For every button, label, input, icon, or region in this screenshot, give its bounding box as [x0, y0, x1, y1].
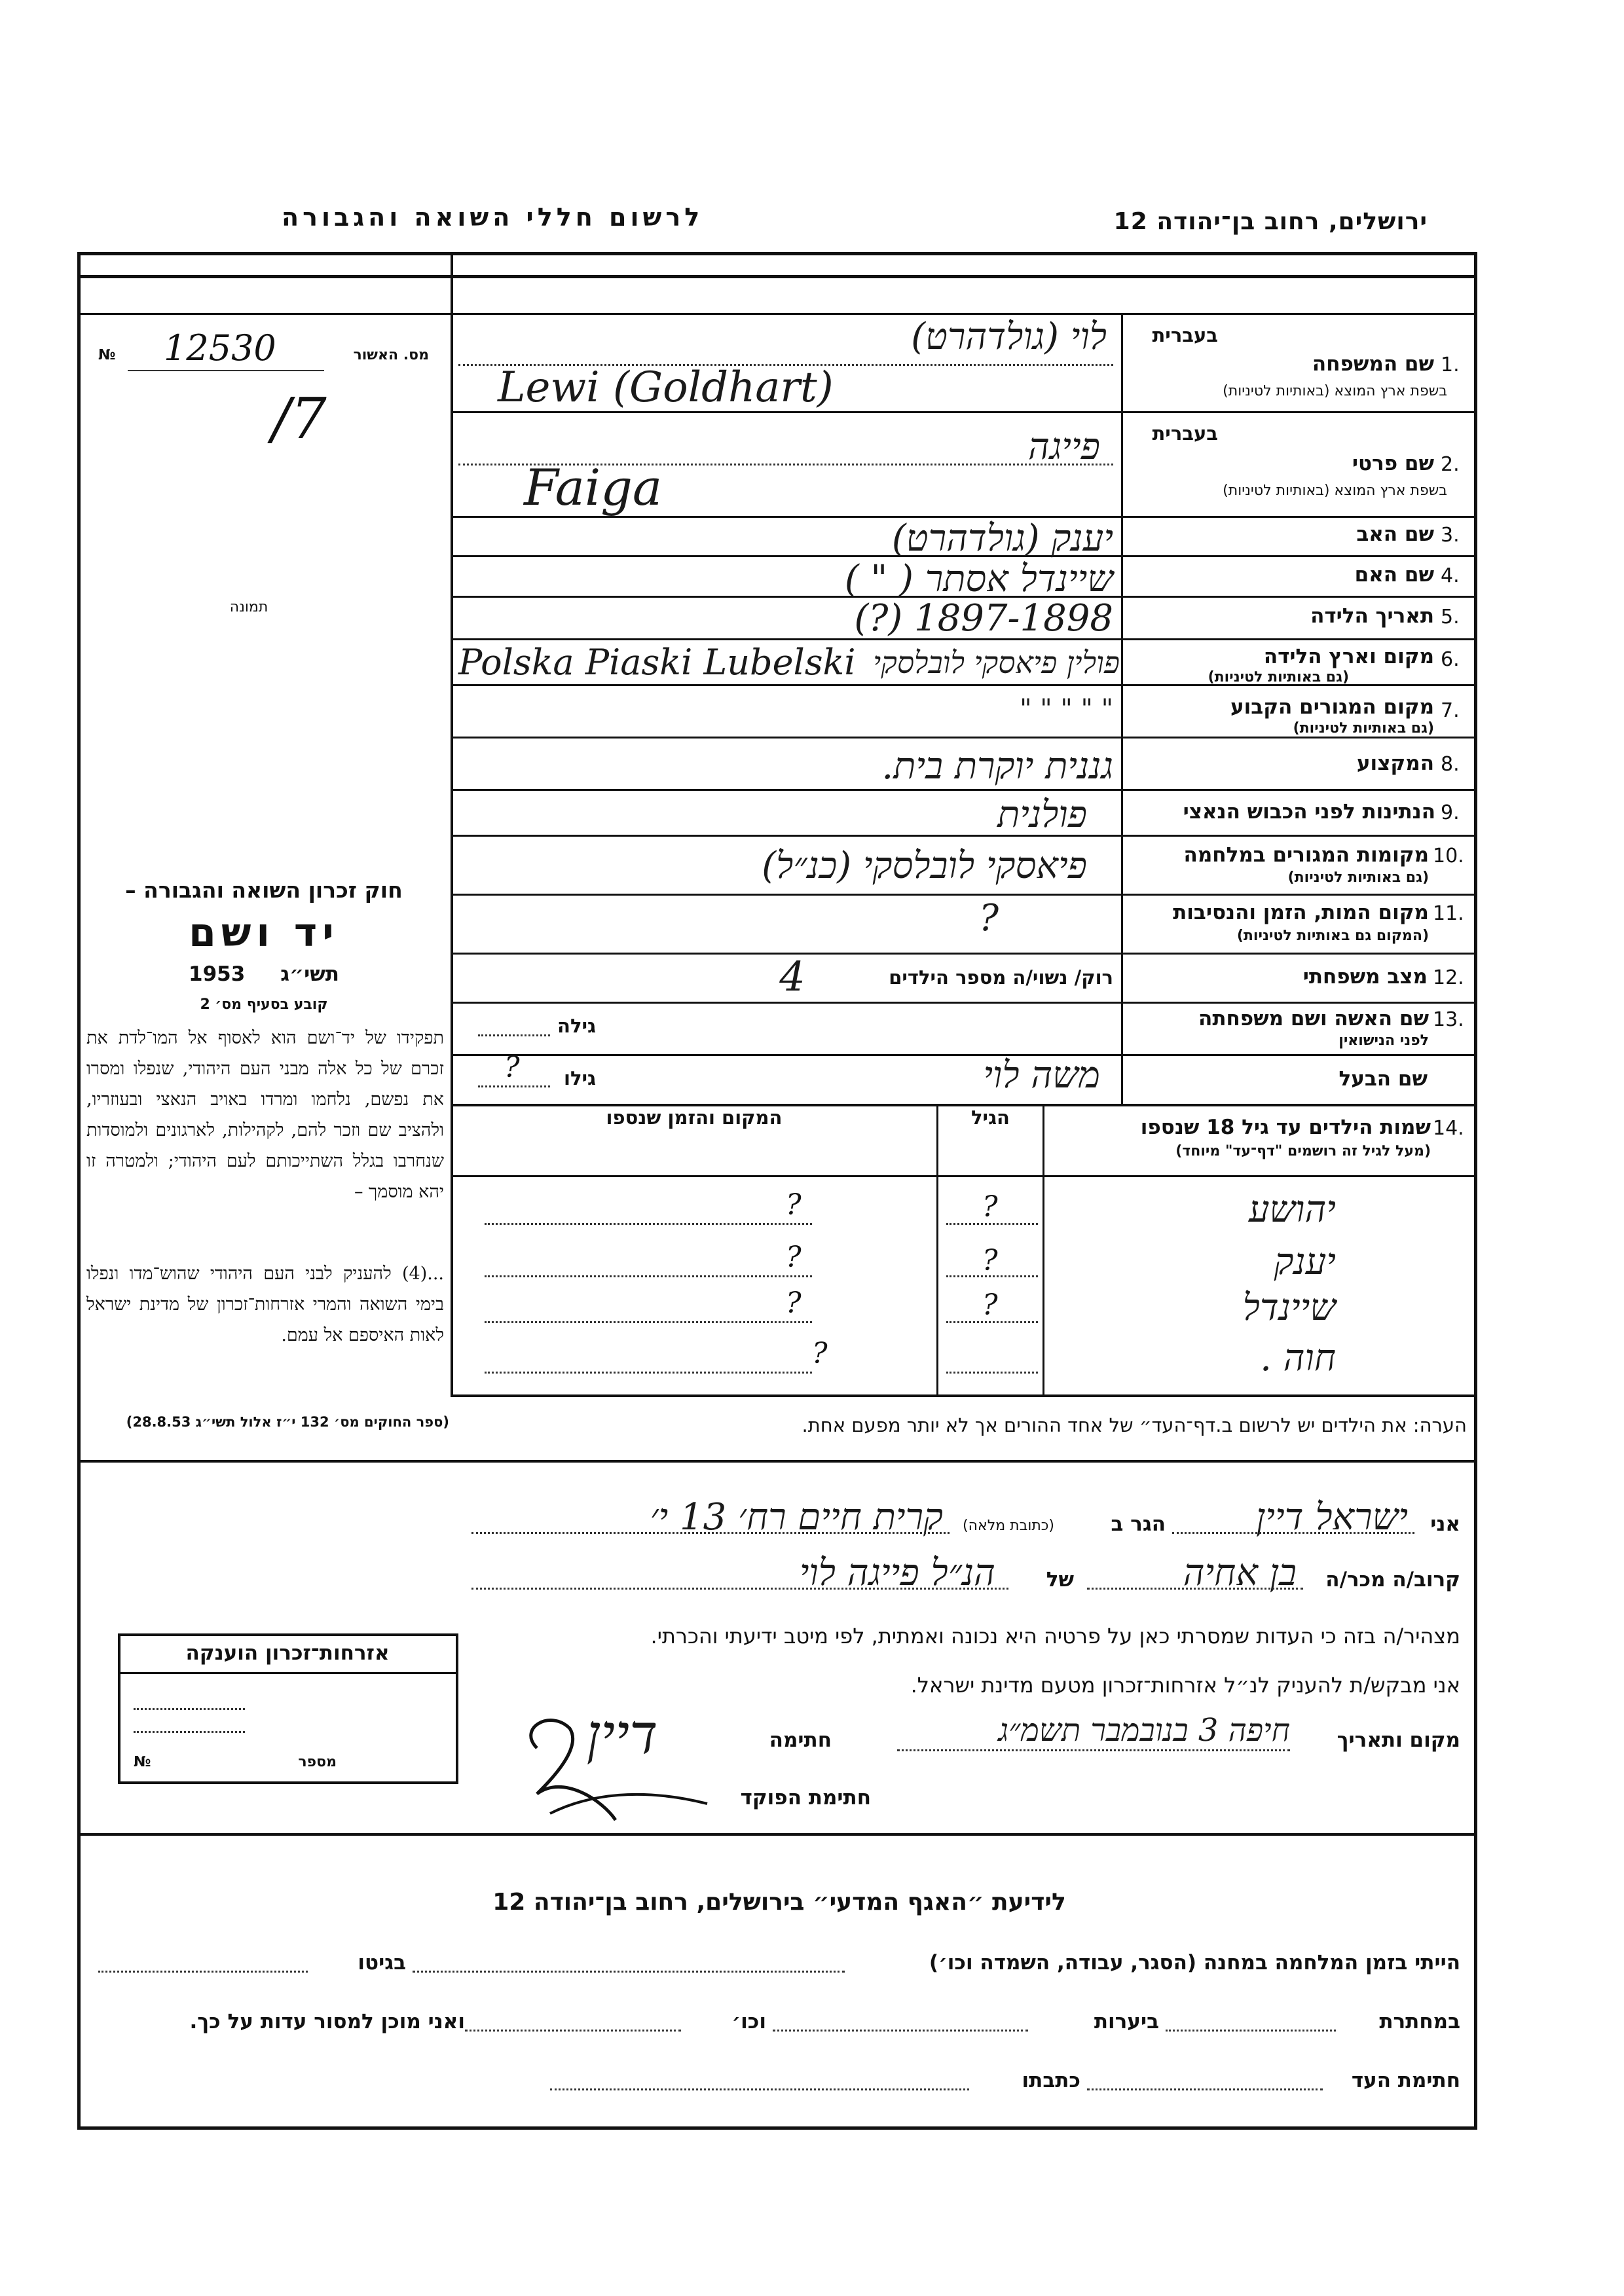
- husband-age-value: ?: [504, 1051, 520, 1084]
- field-1-label: שם המשפחה: [1312, 352, 1434, 376]
- field-12-label: מצב משפחתי: [1302, 965, 1428, 989]
- footer-line1-a: הייתי בזמן המלחמה במחנה (הסגר, עבודה, השמדה וכו׳): [929, 1951, 1460, 1975]
- field-6-sub: (גם באותיות לטיניות): [1208, 669, 1349, 685]
- citizenship-number-label: מספר: [298, 1754, 337, 1770]
- approval-no-sign: №: [98, 347, 116, 363]
- field-13-num: 13.: [1433, 1008, 1464, 1031]
- children-col-place: המקום והזמן שנספו: [606, 1106, 783, 1129]
- field-10-label: מקומות המגורים במלחמה: [1183, 843, 1429, 867]
- field-9-num: 9.: [1441, 801, 1460, 824]
- children-num: 14.: [1433, 1117, 1464, 1140]
- citizenship-box: [118, 1633, 458, 1784]
- field-4-label: שם האם: [1354, 563, 1434, 587]
- field-10-num: 10.: [1433, 845, 1464, 867]
- footer-line3-a: חתימת העד: [1351, 2069, 1460, 2092]
- declaration-i-label: אני: [1430, 1512, 1460, 1536]
- field-12-num: 12.: [1433, 966, 1464, 989]
- law-citation: (ספר החוקים מס׳ 132 י״ז אלול תשי״ג 28.8.53): [126, 1414, 449, 1430]
- field-6-value-latin: Polska Piaski Lubelski: [458, 642, 856, 683]
- field-7-sub: (גם באותיות לטיניות): [1293, 720, 1434, 737]
- field-9-label: הנתינות לפני הכבוש הנאצי: [1183, 800, 1435, 824]
- child-4-place: ?: [812, 1337, 828, 1370]
- field-2-lang: בעברית: [1152, 422, 1218, 445]
- field-1-value-latin: Lewi (Goldhart): [498, 363, 834, 412]
- field-12-children-count: 4: [779, 953, 805, 1000]
- footer-line1-b: בגיטו: [358, 1951, 406, 1975]
- law-section: קובע בסעיף מס׳ 2: [200, 996, 328, 1013]
- approval-number: 12530: [164, 327, 276, 369]
- field-10-value: פיאסקי לובלסקי (כנ״ל): [762, 845, 1087, 887]
- field-2-value-latin: Faiga: [524, 458, 663, 517]
- child-2-age: ?: [982, 1244, 998, 1277]
- citizenship-no-sign: №: [134, 1754, 151, 1770]
- field-4-num: 4.: [1441, 564, 1460, 587]
- declaration-relation: בן אחיה: [1183, 1552, 1297, 1594]
- law-year-heb: תשי״ג: [280, 962, 339, 986]
- field-3-num: 3.: [1441, 524, 1460, 547]
- field-5-value: (?) 1897-1898: [854, 597, 1113, 640]
- children-label: שמות הילדים עד גיל 18 שנספו: [1140, 1116, 1431, 1139]
- field-1-sub: בשפת ארץ המוצא (באותיות לטיניות): [1223, 383, 1447, 399]
- citizenship-title: אזרחות־זכרון הוענקה: [185, 1641, 390, 1665]
- field-11-label: מקום המות, הזמן והנסיבות: [1173, 901, 1429, 924]
- field-7-num: 7.: [1441, 699, 1460, 722]
- officer-signature-label: חתימת הפוקד: [740, 1786, 871, 1810]
- field-3-label: שם האב: [1356, 522, 1434, 546]
- declaration-relative-label: קרוב/ה מכר/ה: [1325, 1568, 1460, 1592]
- declaration-signature-label: חתימה: [769, 1728, 832, 1752]
- declaration-of-value: הנ״ל פייגה לוי: [799, 1552, 995, 1594]
- field-2-num: 2.: [1441, 453, 1460, 476]
- declaration-place-date-label: מקום ותאריך: [1337, 1728, 1460, 1752]
- field-5-label: תאריך הלידה: [1310, 604, 1434, 628]
- declaration-place-date: חיפה 3 בנובמבר תשמ״ג: [998, 1712, 1290, 1749]
- child-4-name: חוה .: [1260, 1337, 1336, 1379]
- declaration-statement-1: מצהיר/ה בזה כי העדות שמסרתי כאן על פרטיה היא נכונה ואמתית, לפי מיטב ידיעתי והכרתי.: [650, 1624, 1460, 1649]
- law-paragraph-1: תפקידו של יד־ושם הוא לאסוף אל המו־לדת את זכרם של כל אלה מבני העם היהודי, שנפלו ומסרו את נפשם, נלחמו ומרדו באויב הנאצי ובעוזריו, ולהציב שם וזכר להם, לקהילות, לארגונים ולמוסדות שנחרבו בגלל השתייכותם לעם היהודי; ולמטרה זו יהא מוסמך –: [86, 1028, 444, 1202]
- field-10-sub: (גם באותיות לטיניות): [1287, 869, 1429, 886]
- field-8-value: גננית יוקרת בית.: [881, 745, 1113, 788]
- field-1-value-hebrew: לוי (גולדהרט): [911, 316, 1107, 358]
- law-paragraph-2: ...(4) להעניק לבני העם היהודי שהוש־מדו ונפלו בימי השואה והמרי אזרחות־זכרון של מדינת ישראל לאות האיספם אל עמם.: [86, 1264, 444, 1345]
- declaration-address: קרית חיים רח׳ 13 י׳: [650, 1496, 943, 1539]
- field-1-lang: בעברית: [1152, 324, 1218, 346]
- header-title: לרשום חללי השואה והגבורה: [282, 203, 704, 232]
- law-name: יד ושם: [189, 910, 339, 956]
- children-note: הערה: את הילדים יש לרשום ב.דף־העד״ של אחד ההורים אך לא יותר מפעם אחת.: [802, 1414, 1467, 1436]
- field-13-sub: לפני הנישואין: [1338, 1032, 1429, 1049]
- child-3-name: שיינדל: [1242, 1286, 1336, 1329]
- photo-label: תמונה: [229, 599, 268, 615]
- declaration-resides-label: הגר ב: [1111, 1512, 1166, 1536]
- footer-line2-c: וכו׳: [731, 2010, 766, 2033]
- field-6-value-hebrew: פולין פיאסקי לובלסקי: [873, 645, 1120, 680]
- field-3-value: יענק (גולדהרט): [891, 517, 1113, 560]
- law-year: 1953: [189, 962, 246, 986]
- field-13-label: שם האשה ושם משפחתה: [1198, 1007, 1429, 1030]
- approval-mark: /7: [272, 386, 327, 452]
- field-2-label: שם פרטי: [1352, 452, 1434, 475]
- footer-title: לידיעת ״האגף המדעי״ בירושלים, רחוב בן־יהודה 12: [492, 1889, 1066, 1916]
- law-title: חוק זכרון השואה והגבורה –: [125, 877, 403, 903]
- field-1-num: 1.: [1441, 354, 1460, 376]
- husband-age-label: גילו: [564, 1067, 596, 1089]
- wife-age-label: גילה: [557, 1015, 596, 1037]
- declaration-of-label: של: [1046, 1568, 1074, 1592]
- child-2-place: ?: [786, 1241, 802, 1274]
- field-7-value: " " " " ": [1020, 694, 1113, 724]
- child-1-age: ?: [982, 1190, 998, 1224]
- child-3-place: ?: [786, 1286, 802, 1320]
- child-1-name: יהושע: [1248, 1188, 1336, 1231]
- declaration-address-hint: (כתובת מלאה): [963, 1518, 1054, 1534]
- field-5-num: 5.: [1441, 606, 1460, 629]
- field-11-value: ?: [978, 897, 999, 939]
- children-sub: (מעל לגיל זה רושמים "דף־עד" מיוחד): [1175, 1143, 1431, 1159]
- law-block: [77, 851, 451, 1440]
- field-11-sub: (המקום גם באותיות לטיניות): [1236, 928, 1429, 944]
- field-8-num: 8.: [1441, 753, 1460, 776]
- field-11-num: 11.: [1433, 902, 1464, 925]
- child-3-age: ?: [982, 1288, 998, 1322]
- footer-line2-b: ביערות: [1094, 2010, 1159, 2033]
- field-6-label: מקום וארץ הלידה: [1263, 645, 1434, 668]
- child-1-place: ?: [786, 1188, 802, 1222]
- field-7-label: מקום המגורים הקבוע: [1230, 695, 1434, 719]
- declaration-name: ישראל דיין: [1256, 1496, 1408, 1539]
- field-6-num: 6.: [1441, 648, 1460, 671]
- signature-scribble: [511, 1689, 747, 1833]
- field-9-value: פולנית: [997, 793, 1087, 836]
- child-2-name: יענק: [1274, 1241, 1336, 1283]
- footer-line3-b: כתבתו: [1022, 2069, 1080, 2092]
- header-address: ירושלים, רחוב בן־יהודה 12: [1113, 208, 1428, 235]
- field-2-value-hebrew: פייגה: [1027, 426, 1100, 468]
- husband-label: שם הבעל: [1338, 1067, 1428, 1091]
- field-8-label: המקצוע: [1356, 752, 1434, 775]
- approval-label: מס. האשור: [353, 347, 429, 363]
- field-4-value: שיינדל אסתר ( " ): [844, 558, 1113, 600]
- field-2-sub: בשפת ארץ המוצא (באותיות לטיניות): [1223, 483, 1447, 499]
- children-col-age: הגיל: [971, 1106, 1010, 1129]
- footer-line2-d: ואני מוכן למסור עדות על כך.: [189, 2010, 465, 2033]
- declaration-signature: דיין: [586, 1702, 658, 1766]
- footer-line2-a: במחתרת: [1379, 2010, 1460, 2033]
- field-12-detail: רוק/ נשוי/ה מספר הילדים: [889, 966, 1113, 989]
- husband-name-value: משה לוי: [983, 1054, 1100, 1097]
- declaration-statement-2: אני מבקש/ת להעניק לנ״ל אזרחות־זכרון מטעם מדינת ישראל.: [910, 1673, 1460, 1698]
